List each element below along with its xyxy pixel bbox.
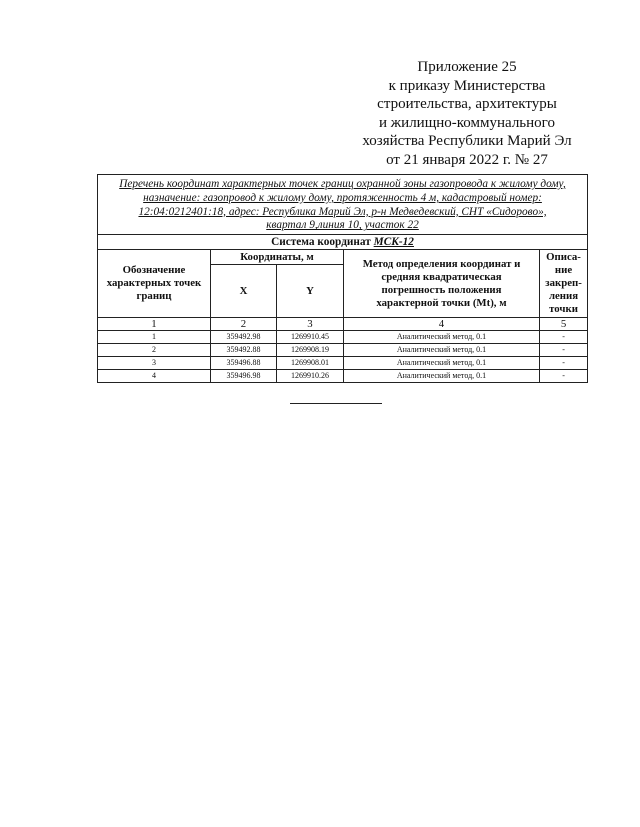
header-line: к приказу Министерства	[388, 77, 546, 94]
description: -	[540, 357, 588, 370]
coord-y: 1269908.19	[277, 344, 344, 357]
column-number: 5	[540, 318, 588, 331]
point-id: 4	[98, 370, 211, 383]
description: -	[540, 370, 588, 383]
table-title-line: 12:04:0212401:18, адрес: Республика Марий Эл, р-н Медведевский, СНТ «Сидорово»,	[138, 205, 547, 218]
table-row	[98, 344, 588, 357]
description: -	[540, 344, 588, 357]
coord-x: 359492.88	[211, 344, 277, 357]
point-id: 1	[98, 331, 211, 344]
header-description: Описа-ние закреп-ления точки	[540, 250, 588, 318]
coord-x: 359496.98	[211, 370, 277, 383]
description: -	[540, 331, 588, 344]
table-row	[98, 357, 588, 370]
header-coordinates: Координаты, м	[211, 250, 344, 265]
coordinates-table	[97, 174, 588, 383]
header-y: Y	[277, 265, 344, 318]
column-number: 1	[98, 318, 211, 331]
point-id: 2	[98, 344, 211, 357]
table-row	[98, 370, 588, 383]
table-title-line: Перечень координат характерных точек границ охранной зоны газопровода к жилому дому,	[119, 178, 566, 190]
column-number: 2	[211, 318, 277, 331]
coordinate-system-label: Система координат	[271, 236, 371, 249]
header-designation: Обозначение характерных точек границ	[98, 250, 211, 318]
header-x: X	[211, 265, 277, 318]
coord-y: 1269910.26	[277, 370, 344, 383]
table-title-line: назначение: газопровод к жилому дому, протяженность 4 м, кадастровый номер:	[143, 191, 542, 204]
header-line: строительства, архитектуры	[377, 96, 557, 113]
header-method: Метод определения координат и средняя квадратическая погрешность положения характерной точки (Mt), м	[344, 250, 540, 318]
coord-x: 359492.98	[211, 331, 277, 344]
method: Аналитический метод, 0.1	[344, 344, 540, 357]
header-line: хозяйства Республики Марий Эл	[362, 133, 572, 150]
method: Аналитический метод, 0.1	[344, 331, 540, 344]
coordinate-system-name: МСК-12	[373, 236, 414, 249]
table-row	[98, 331, 588, 344]
signature-line	[290, 403, 382, 404]
coordinate-system	[98, 235, 588, 250]
coord-y: 1269908.01	[277, 357, 344, 370]
appendix-header	[330, 58, 604, 170]
coord-y: 1269910.45	[277, 331, 344, 344]
header-line: и жилищно-коммунального	[379, 114, 555, 131]
table-title-line: квартал 9,линия 10, участок 22	[266, 219, 419, 232]
column-number: 4	[344, 318, 540, 331]
coord-x: 359496.88	[211, 357, 277, 370]
column-number: 3	[277, 318, 344, 331]
header-line: от 21 января 2022 г. № 27	[386, 151, 548, 168]
method: Аналитический метод, 0.1	[344, 357, 540, 370]
table-title	[98, 175, 588, 235]
point-id: 3	[98, 357, 211, 370]
header-line: Приложение 25	[417, 59, 517, 75]
method: Аналитический метод, 0.1	[344, 370, 540, 383]
